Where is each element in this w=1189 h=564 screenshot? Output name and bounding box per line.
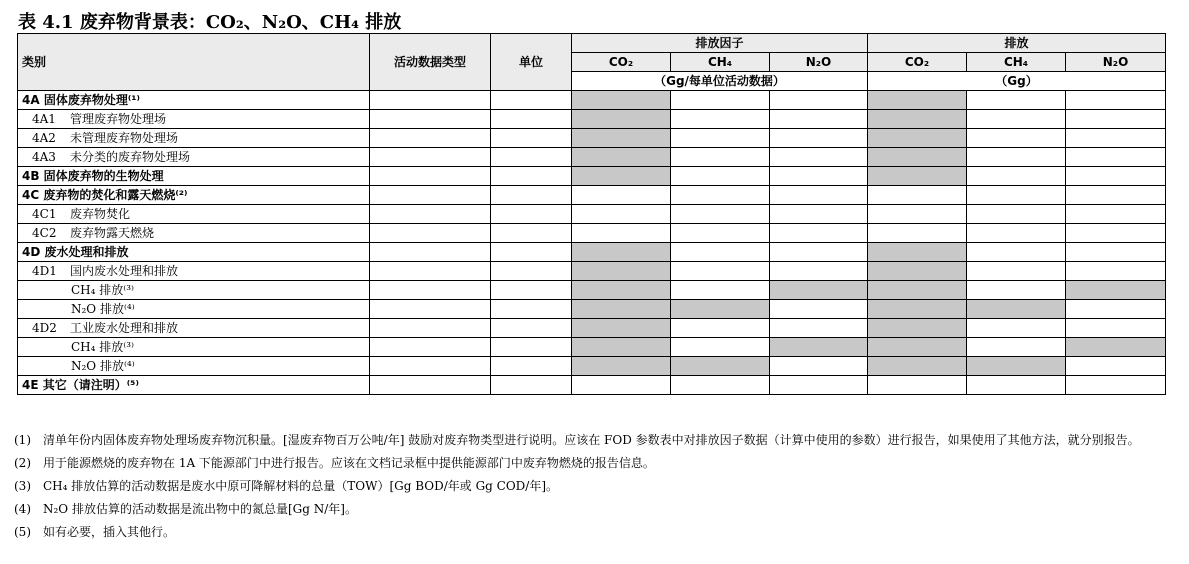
footnote-number: (5) xyxy=(14,525,31,539)
emission-cell[interactable] xyxy=(967,148,1066,167)
emission-factor-cell[interactable] xyxy=(671,376,770,395)
emission-factor-cell xyxy=(572,167,671,186)
activity-type-cell[interactable] xyxy=(370,148,491,167)
emission-cell xyxy=(868,300,967,319)
emission-factor-cell[interactable] xyxy=(671,167,770,186)
emission-factor-cell[interactable] xyxy=(572,186,671,205)
header-em-gas-2: N₂O xyxy=(1066,53,1166,72)
emission-cell xyxy=(868,338,967,357)
emission-factor-cell[interactable] xyxy=(671,205,770,224)
footnote xyxy=(14,524,1184,540)
activity-type-cell[interactable] xyxy=(370,186,491,205)
emission-cell xyxy=(868,357,967,376)
header-activity-type: 活动数据类型 xyxy=(370,34,491,91)
emission-cell xyxy=(1066,281,1166,300)
category-cell xyxy=(18,319,370,338)
emission-cell[interactable] xyxy=(1066,300,1166,319)
emission-factor-cell[interactable] xyxy=(770,376,868,395)
header-unit: 单位 xyxy=(491,34,572,91)
unit-cell[interactable] xyxy=(491,319,572,338)
footnote-number: (4) xyxy=(14,502,31,516)
emission-cell[interactable] xyxy=(1066,186,1166,205)
background-table xyxy=(17,33,1166,395)
table-row xyxy=(18,338,1166,357)
emission-cell[interactable] xyxy=(967,91,1066,110)
emission-cell[interactable] xyxy=(1066,110,1166,129)
header-emission-factor: 排放因子 xyxy=(572,34,868,53)
emission-cell xyxy=(868,110,967,129)
emission-cell[interactable] xyxy=(967,167,1066,186)
category-code: 4E xyxy=(22,378,39,392)
category-cell xyxy=(18,243,370,262)
emission-cell xyxy=(868,243,967,262)
emission-cell xyxy=(1066,338,1166,357)
category-code: 4D2 xyxy=(32,321,57,335)
activity-type-cell[interactable] xyxy=(370,205,491,224)
emission-cell[interactable] xyxy=(967,224,1066,243)
category-cell xyxy=(18,300,370,319)
emission-cell[interactable] xyxy=(1066,167,1166,186)
category-cell xyxy=(18,186,370,205)
emission-factor-cell[interactable] xyxy=(770,319,868,338)
emission-factor-cell xyxy=(770,338,868,357)
unit-cell[interactable] xyxy=(491,376,572,395)
category-label: CH₄ 排放⁽³⁾ xyxy=(71,340,134,354)
emission-factor-cell xyxy=(671,357,770,376)
category-label: 未分类的废弃物处理场 xyxy=(70,150,191,164)
emission-factor-cell[interactable] xyxy=(572,376,671,395)
footnote-text: CH₄ 排放估算的活动数据是废水中原可降解材料的总量（TOW）[Gg BOD/年或 Gg COD/年]。 xyxy=(43,479,559,493)
emission-factor-cell xyxy=(572,281,671,300)
emission-cell[interactable] xyxy=(868,376,967,395)
emission-cell[interactable] xyxy=(1066,319,1166,338)
activity-type-cell[interactable] xyxy=(370,129,491,148)
footnote-number: (3) xyxy=(14,479,31,493)
emission-cell[interactable] xyxy=(967,281,1066,300)
emission-cell xyxy=(868,167,967,186)
category-code: 4A3 xyxy=(32,150,56,164)
category-cell xyxy=(18,357,370,376)
activity-type-cell[interactable] xyxy=(370,167,491,186)
emission-cell[interactable] xyxy=(967,338,1066,357)
category-label: CH₄ 排放⁽³⁾ xyxy=(71,283,134,297)
emission-factor-cell[interactable] xyxy=(770,167,868,186)
category-cell xyxy=(18,148,370,167)
category-cell xyxy=(18,262,370,281)
category-label: 固体废弃物的生物处理 xyxy=(39,169,164,183)
category-code: 4D1 xyxy=(32,264,57,278)
table-row xyxy=(18,129,1166,148)
emission-cell[interactable] xyxy=(868,186,967,205)
category-code: 4C2 xyxy=(32,226,57,240)
emission-cell xyxy=(967,300,1066,319)
category-label: 未管理废弃物处理场 xyxy=(70,131,179,145)
unit-cell[interactable] xyxy=(491,243,572,262)
emission-cell[interactable] xyxy=(1066,357,1166,376)
category-cell xyxy=(18,110,370,129)
category-label: 废水处理和排放 xyxy=(40,245,129,259)
table-row xyxy=(18,186,1166,205)
emission-cell xyxy=(868,281,967,300)
emission-cell[interactable] xyxy=(967,110,1066,129)
emission-factor-cell[interactable] xyxy=(671,148,770,167)
header-ef-gas-0: CO₂ xyxy=(572,53,671,72)
header-em-unit: （Gg） xyxy=(868,72,1166,91)
emission-factor-cell[interactable] xyxy=(770,224,868,243)
emission-factor-cell xyxy=(572,319,671,338)
emission-cell[interactable] xyxy=(1066,148,1166,167)
emission-cell[interactable] xyxy=(1066,91,1166,110)
emission-cell[interactable] xyxy=(967,243,1066,262)
emission-factor-cell[interactable] xyxy=(770,357,868,376)
category-code: 4D xyxy=(22,245,41,259)
category-code: 4A xyxy=(22,93,40,107)
emission-factor-cell[interactable] xyxy=(572,205,671,224)
emission-factor-cell[interactable] xyxy=(770,262,868,281)
emission-factor-cell[interactable] xyxy=(671,262,770,281)
footnote-text: 如有必要，插入其他行。 xyxy=(43,525,176,539)
emission-factor-cell[interactable] xyxy=(671,319,770,338)
category-code: 4B xyxy=(22,169,40,183)
activity-type-cell[interactable] xyxy=(370,376,491,395)
emission-factor-cell xyxy=(572,110,671,129)
unit-cell[interactable] xyxy=(491,224,572,243)
emission-cell xyxy=(868,319,967,338)
emission-factor-cell xyxy=(572,148,671,167)
table-row xyxy=(18,357,1166,376)
emission-cell[interactable] xyxy=(1066,205,1166,224)
emission-factor-cell xyxy=(572,262,671,281)
emission-cell[interactable] xyxy=(1066,262,1166,281)
category-code: 4A2 xyxy=(32,131,56,145)
table-row xyxy=(18,167,1166,186)
unit-cell[interactable] xyxy=(491,148,572,167)
emission-cell[interactable] xyxy=(1066,376,1166,395)
footnote xyxy=(14,501,1184,517)
activity-type-cell[interactable] xyxy=(370,243,491,262)
category-cell xyxy=(18,129,370,148)
emission-cell xyxy=(868,262,967,281)
category-label: 工业废水处理和排放 xyxy=(70,321,179,335)
footnote xyxy=(14,455,1184,471)
header-emissions: 排放 xyxy=(868,34,1166,53)
header-ef-gas-1: CH₄ xyxy=(671,53,770,72)
category-code: 4A1 xyxy=(32,112,56,126)
category-label: N₂O 排放⁽⁴⁾ xyxy=(71,302,135,316)
category-cell xyxy=(18,205,370,224)
emission-cell[interactable] xyxy=(967,205,1066,224)
unit-cell[interactable] xyxy=(491,91,572,110)
emission-factor-cell[interactable] xyxy=(671,224,770,243)
emission-cell xyxy=(967,357,1066,376)
emission-cell[interactable] xyxy=(967,376,1066,395)
unit-cell[interactable] xyxy=(491,300,572,319)
category-label: 废弃物露天燃烧 xyxy=(70,226,155,240)
emission-factor-cell[interactable] xyxy=(770,243,868,262)
emission-factor-cell[interactable] xyxy=(671,129,770,148)
table-row xyxy=(18,319,1166,338)
table-row xyxy=(18,205,1166,224)
header-em-gas-0: CO₂ xyxy=(868,53,967,72)
emission-factor-cell[interactable] xyxy=(671,338,770,357)
emission-factor-cell[interactable] xyxy=(572,224,671,243)
emission-factor-cell[interactable] xyxy=(671,110,770,129)
emission-factor-cell xyxy=(572,300,671,319)
activity-type-cell[interactable] xyxy=(370,338,491,357)
emission-cell[interactable] xyxy=(967,129,1066,148)
emission-cell[interactable] xyxy=(1066,224,1166,243)
emission-cell[interactable] xyxy=(967,262,1066,281)
category-code: 4C1 xyxy=(32,207,57,221)
emission-factor-cell xyxy=(572,357,671,376)
unit-cell[interactable] xyxy=(491,110,572,129)
unit-cell[interactable] xyxy=(491,357,572,376)
table-row xyxy=(18,243,1166,262)
category-label: 管理废弃物处理场 xyxy=(70,112,167,126)
emission-cell[interactable] xyxy=(1066,129,1166,148)
emission-factor-cell[interactable] xyxy=(671,281,770,300)
emission-factor-cell[interactable] xyxy=(671,91,770,110)
unit-cell[interactable] xyxy=(491,205,572,224)
category-label: 废弃物的焚化和露天燃烧⁽²⁾ xyxy=(39,188,188,202)
activity-type-cell[interactable] xyxy=(370,300,491,319)
unit-cell[interactable] xyxy=(491,129,572,148)
emission-factor-cell[interactable] xyxy=(671,186,770,205)
emission-factor-cell xyxy=(572,338,671,357)
table-title: 表 4.1 废弃物背景表：CO₂、N₂O、CH₄ 排放 xyxy=(18,12,402,33)
emission-factor-cell xyxy=(572,243,671,262)
footnote-text: 清单年份内固体废弃物处理场废弃物沉积量。[湿废弃物百万公吨/年] 鼓励对废弃物类型进行说明。应该在 FOD 参数表中对排放因子数据（计算中使用的参数）进行报告，如果使用了其他方法，就分别报告。 xyxy=(43,433,1140,447)
emission-cell[interactable] xyxy=(868,205,967,224)
emission-factor-cell[interactable] xyxy=(770,110,868,129)
category-cell xyxy=(18,338,370,357)
emission-cell xyxy=(868,129,967,148)
table-row xyxy=(18,281,1166,300)
table-row xyxy=(18,110,1166,129)
footnote-text: 用于能源燃烧的废弃物在 1A 下能源部门中进行报告。应该在文档记录框中提供能源部门中废弃物燃烧的报告信息。 xyxy=(43,456,655,470)
category-label: 固体废弃物处理⁽¹⁾ xyxy=(39,93,140,107)
category-code: 4C xyxy=(22,188,40,202)
emission-factor-cell[interactable] xyxy=(770,205,868,224)
emission-cell xyxy=(868,148,967,167)
emission-cell[interactable] xyxy=(868,224,967,243)
activity-type-cell[interactable] xyxy=(370,91,491,110)
emission-factor-cell[interactable] xyxy=(770,91,868,110)
activity-type-cell[interactable] xyxy=(370,110,491,129)
activity-type-cell[interactable] xyxy=(370,319,491,338)
activity-type-cell[interactable] xyxy=(370,357,491,376)
emission-cell[interactable] xyxy=(1066,243,1166,262)
category-cell xyxy=(18,376,370,395)
header-category: 类别 xyxy=(18,34,370,91)
category-cell xyxy=(18,281,370,300)
footnote-number: (2) xyxy=(14,456,31,470)
emission-cell[interactable] xyxy=(967,186,1066,205)
emission-factor-cell[interactable] xyxy=(770,129,868,148)
unit-cell[interactable] xyxy=(491,338,572,357)
table-row xyxy=(18,262,1166,281)
footnote xyxy=(14,478,1184,494)
unit-cell[interactable] xyxy=(491,281,572,300)
table-row xyxy=(18,224,1166,243)
footnotes xyxy=(14,432,1184,547)
category-label: 国内废水处理和排放 xyxy=(70,264,179,278)
emission-factor-cell[interactable] xyxy=(770,148,868,167)
header-ef-unit: （Gg/每单位活动数据） xyxy=(572,72,868,91)
emission-factor-cell xyxy=(572,91,671,110)
emission-factor-cell[interactable] xyxy=(770,300,868,319)
category-cell xyxy=(18,91,370,110)
emission-factor-cell xyxy=(572,129,671,148)
table-row xyxy=(18,376,1166,395)
category-cell xyxy=(18,167,370,186)
table-row xyxy=(18,300,1166,319)
footnote xyxy=(14,432,1184,448)
activity-type-cell[interactable] xyxy=(370,262,491,281)
unit-cell[interactable] xyxy=(491,262,572,281)
footnote-text: N₂O 排放估算的活动数据是流出物中的氮总量[Gg N/年]。 xyxy=(43,502,357,516)
header-em-gas-1: CH₄ xyxy=(967,53,1066,72)
category-label: N₂O 排放⁽⁴⁾ xyxy=(71,359,135,373)
emission-factor-cell xyxy=(770,281,868,300)
emission-factor-cell[interactable] xyxy=(770,186,868,205)
activity-type-cell[interactable] xyxy=(370,281,491,300)
table-row xyxy=(18,148,1166,167)
header-ef-gas-2: N₂O xyxy=(770,53,868,72)
category-label: 其它（请注明）⁽⁵⁾ xyxy=(38,378,139,392)
unit-cell[interactable] xyxy=(491,167,572,186)
footnote-number: (1) xyxy=(14,433,31,447)
category-cell xyxy=(18,224,370,243)
emission-factor-cell[interactable] xyxy=(671,243,770,262)
unit-cell[interactable] xyxy=(491,186,572,205)
category-label: 废弃物焚化 xyxy=(70,207,131,221)
emission-cell[interactable] xyxy=(967,319,1066,338)
activity-type-cell[interactable] xyxy=(370,224,491,243)
table-row xyxy=(18,91,1166,110)
emission-cell xyxy=(868,91,967,110)
emission-factor-cell xyxy=(671,300,770,319)
